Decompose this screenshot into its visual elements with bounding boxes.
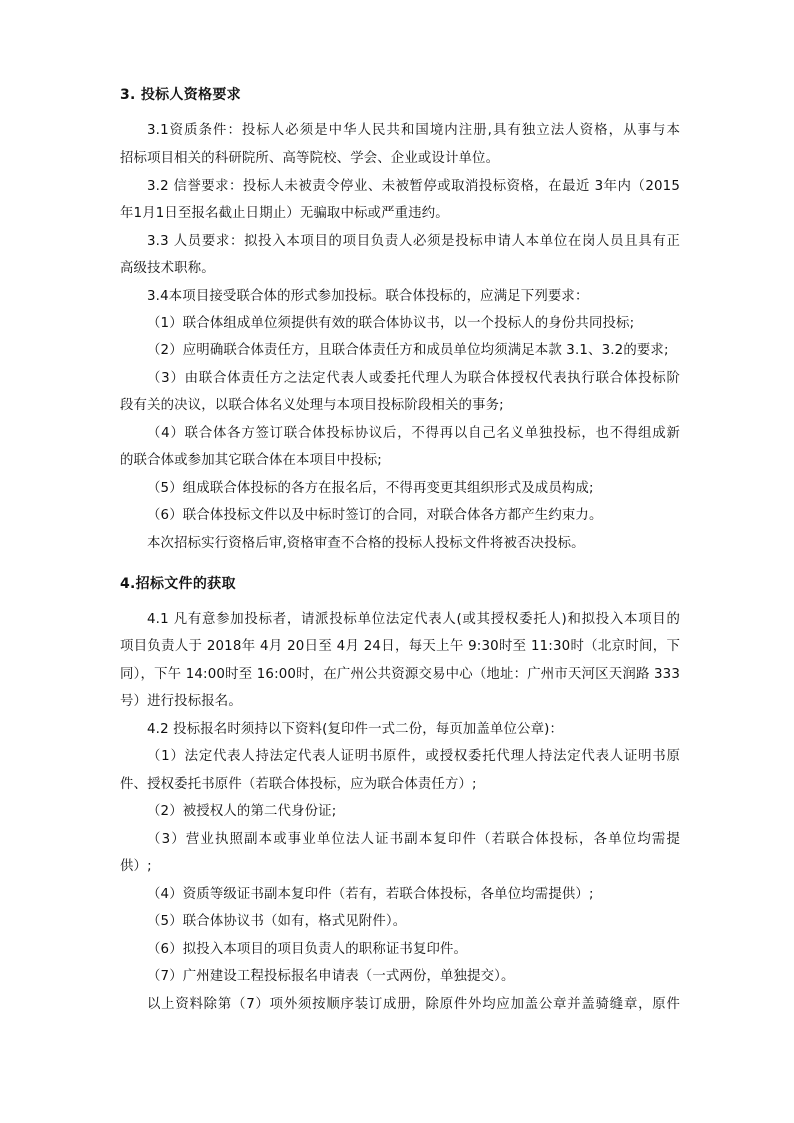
list-item: （7）广州建设工程投标报名申请表（一式两份，单独提交）。 <box>147 969 515 984</box>
list-item-continuation: 供）; <box>120 859 152 874</box>
list-item-continuation: 段有关的决议，以联合体名义处理与本项目投标阶段相关的事务; <box>120 398 504 413</box>
list-item: （4）资质等级证书副本复印件（若有，若联合体投标，各单位均需提供）; <box>147 887 594 902</box>
paragraph-line: 以上资料除第（7）项外须按顺序装订成册，除原件外均应加盖公章并盖骑缝章，原件 <box>147 997 680 1012</box>
paragraph-line: 项目负责人于 2018年 4月 20日至 4月 24日，每天上午 9:30时至 11:30时（北京时间，下 <box>120 639 680 654</box>
paragraph-line: 3.3 人员要求：拟投入本项目的项目负责人必须是投标申请人本单位在岗人员且具有正 <box>147 234 680 249</box>
list-item: （3）营业执照副本或事业单位法人证书副本复印件（若联合体投标，各单位均需提 <box>147 832 680 847</box>
list-item: （3）由联合体责任方之法定代表人或委托代理人为联合体授权代表执行联合体投标阶 <box>147 371 680 386</box>
paragraph-line: 同），下午 14:00时至 16:00时，在广州公共资源交易中心（地址：广州市天河区天润路 333 <box>120 667 680 682</box>
list-item: （5）联合体协议书（如有，格式见附件）。 <box>147 914 407 929</box>
paragraph-line: 号）进行投标报名。 <box>120 694 242 709</box>
paragraph-line: 4.1 凡有意参加投标者，请派投标单位法定代表人(或其授权委托人)和拟投入本项目的 <box>147 612 680 627</box>
paragraph-line: 本次招标实行资格后审,资格审查不合格的投标人投标文件将被否决投标。 <box>147 536 585 551</box>
paragraph-line: 高级技术职称。 <box>120 261 215 276</box>
list-item: （6）联合体投标文件以及中标时签订的合同，对联合体各方都产生约束力。 <box>147 508 603 523</box>
paragraph-line: 3.1资质条件：投标人必须是中华人民共和国境内注册,具有独立法人资格，从事与本 <box>147 123 680 138</box>
section-4-heading: 4.招标文件的获取 <box>120 576 236 592</box>
list-item: （6）拟投入本项目的项目负责人的职称证书复印件。 <box>147 942 468 957</box>
list-item: （4）联合体各方签订联合体投标协议后，不得再以自己名义单独投标，也不得组成新 <box>147 426 680 441</box>
list-item: （2）被授权人的第二代身份证; <box>147 804 337 819</box>
list-item: （1）联合体组成单位须提供有效的联合体协议书，以一个投标人的身份共同投标; <box>147 316 635 331</box>
list-item-continuation: 的联合体或参加其它联合体在本项目中投标; <box>120 453 382 468</box>
paragraph-line: 4.2 投标报名时须持以下资料(复印件一式二份，每页加盖单位公章)： <box>147 722 564 737</box>
list-item: （5）组成联合体投标的各方在报名后，不得再变更其组织形式及成员构成; <box>147 481 594 496</box>
paragraph-line: 3.2 信誉要求：投标人未被责令停业、未被暂停或取消投标资格，在最近 3年内（2015 <box>147 179 680 194</box>
paragraph-line: 招标项目相关的科研院所、高等院校、学会、企业或设计单位。 <box>120 151 500 166</box>
list-item-continuation: 件、授权委托书原件（若联合体投标，应为联合体责任方）; <box>120 777 477 792</box>
paragraph-line: 3.4本项目接受联合体的形式参加投标。联合体投标的，应满足下列要求： <box>147 289 589 304</box>
list-item: （1）法定代表人持法定代表人证明书原件，或授权委托代理人持法定代表人证明书原 <box>147 749 680 764</box>
paragraph-line: 年1月1日至报名截止日期止）无骗取中标或严重违约。 <box>120 206 449 221</box>
list-item: （2）应明确联合体责任方，且联合体责任方和成员单位均须满足本款 3.1、3.2的要求; <box>147 343 669 358</box>
section-3-heading: 3. 投标人资格要求 <box>120 87 241 103</box>
